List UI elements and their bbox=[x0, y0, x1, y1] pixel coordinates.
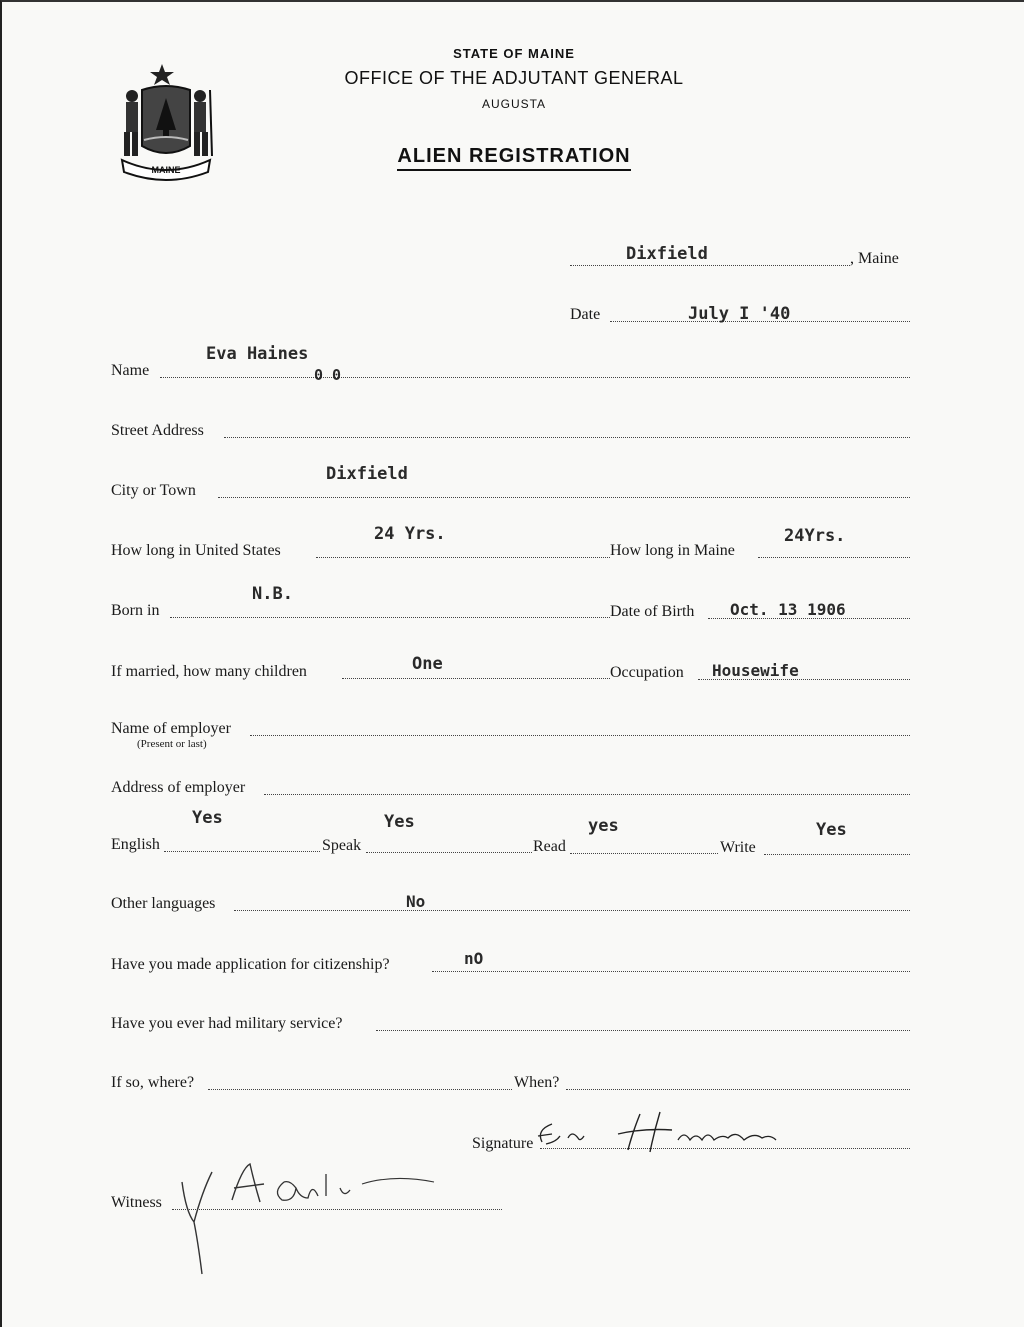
english-value: Yes bbox=[192, 808, 223, 828]
form-title: ALIEN REGISTRATION bbox=[2, 145, 1024, 168]
employer-label: Name of employer bbox=[111, 720, 231, 737]
years-us-line bbox=[316, 557, 610, 558]
street-label: Street Address bbox=[111, 422, 204, 439]
years-maine-value: 24Yrs. bbox=[784, 526, 846, 546]
children-label: If married, how many children bbox=[111, 663, 307, 680]
english-line bbox=[164, 851, 320, 852]
speak-line bbox=[366, 852, 532, 853]
other-languages-line bbox=[234, 910, 910, 911]
applicant-signature bbox=[532, 1108, 802, 1156]
children-line bbox=[342, 678, 610, 679]
witness-signature bbox=[172, 1152, 442, 1282]
years-us-label: How long in United States bbox=[111, 542, 281, 559]
other-languages-value: No bbox=[406, 892, 426, 911]
speak-label: Speak bbox=[322, 837, 362, 854]
signature-label: Signature bbox=[472, 1135, 534, 1152]
citizenship-line bbox=[432, 971, 910, 972]
years-maine-label: How long in Maine bbox=[610, 542, 735, 559]
witness-label: Witness bbox=[111, 1194, 162, 1211]
date-label: Date bbox=[570, 306, 601, 323]
where-label: If so, where? bbox=[111, 1074, 195, 1091]
dob-value: Oct. 13 1906 bbox=[730, 600, 846, 619]
write-value: Yes bbox=[816, 820, 847, 840]
city-label: City or Town bbox=[111, 482, 196, 499]
city-heading: AUGUSTA bbox=[481, 97, 547, 111]
born-in-line bbox=[170, 617, 610, 618]
read-label: Read bbox=[533, 838, 566, 855]
write-label: Write bbox=[720, 839, 756, 856]
maine-label: , Maine bbox=[850, 250, 899, 267]
office-heading: OFFICE OF THE ADJUTANT GENERAL bbox=[344, 68, 684, 88]
dob-label: Date of Birth bbox=[610, 603, 695, 620]
where-line bbox=[208, 1089, 512, 1090]
name-mark: 0 0 bbox=[314, 366, 342, 384]
employer-address-line bbox=[264, 794, 910, 795]
when-label: When? bbox=[514, 1074, 560, 1091]
date-value: July I '40 bbox=[688, 304, 791, 324]
when-line bbox=[566, 1089, 910, 1090]
occupation-value: Housewife bbox=[712, 661, 799, 680]
occupation-label: Occupation bbox=[610, 664, 684, 681]
city-line bbox=[218, 497, 910, 498]
years-maine-line bbox=[758, 557, 910, 558]
english-label: English bbox=[111, 836, 160, 853]
years-us-value: 24 Yrs. bbox=[374, 524, 446, 544]
name-value: Eva Haines bbox=[206, 344, 309, 364]
speak-value: Yes bbox=[384, 812, 415, 832]
military-label: Have you ever had military service? bbox=[111, 1015, 343, 1032]
name-line bbox=[160, 377, 910, 378]
read-line bbox=[570, 853, 718, 854]
citizenship-label: Have you made application for citizenship? bbox=[111, 956, 390, 973]
other-languages-label: Other languages bbox=[111, 895, 216, 912]
citizenship-value: nO bbox=[464, 949, 484, 968]
state-heading: STATE OF MAINE bbox=[453, 46, 575, 61]
town-value: Dixfield bbox=[626, 244, 708, 264]
employer-address-label: Address of employer bbox=[111, 779, 246, 796]
seal-banner-text: MAINE bbox=[151, 165, 181, 175]
name-label: Name bbox=[111, 362, 150, 379]
street-line bbox=[224, 437, 910, 438]
write-line bbox=[764, 854, 910, 855]
employer-note: (Present or last) bbox=[137, 738, 207, 750]
town-line bbox=[570, 265, 850, 266]
born-in-label: Born in bbox=[111, 602, 160, 619]
military-line bbox=[376, 1030, 910, 1031]
read-value: yes bbox=[588, 816, 619, 836]
children-value: One bbox=[412, 654, 443, 674]
employer-line bbox=[250, 735, 910, 736]
city-value: Dixfield bbox=[326, 464, 408, 484]
born-in-value: N.B. bbox=[252, 584, 293, 604]
